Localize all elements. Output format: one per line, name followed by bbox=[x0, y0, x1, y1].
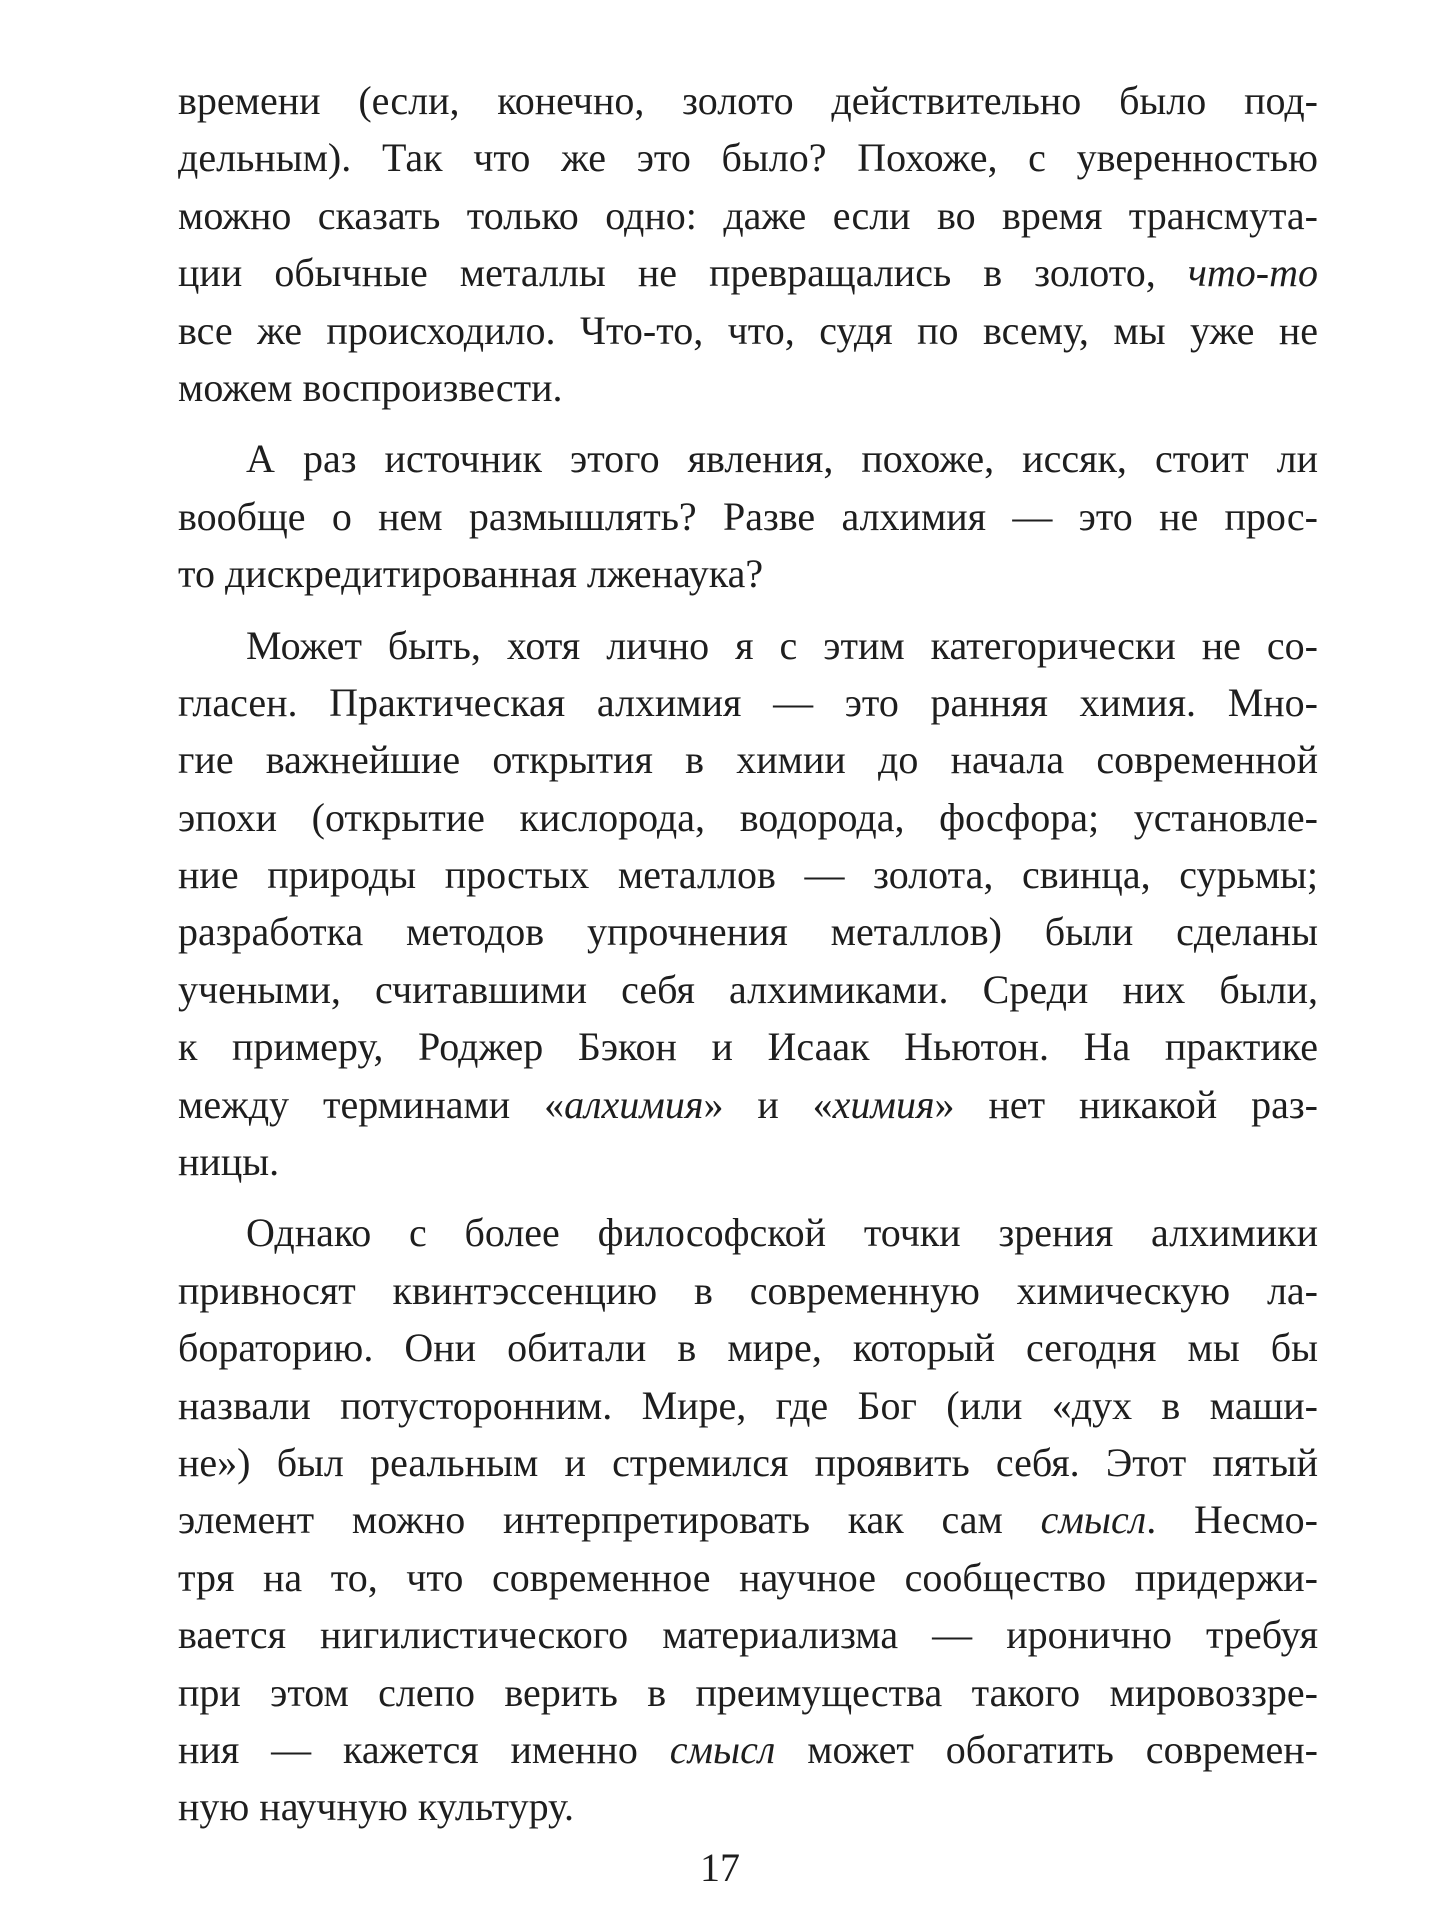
text-segment: » и « bbox=[703, 1081, 833, 1127]
text-line bbox=[178, 1262, 1318, 1319]
italic-text: смысл bbox=[669, 1726, 776, 1772]
text-line bbox=[178, 1549, 1318, 1606]
text-segment: эпохи (открытие кислорода, водорода, фосфора; установле- bbox=[178, 794, 1318, 840]
text-segment: времени (если, конечно, золото действительно было под- bbox=[178, 78, 1318, 123]
text-segment: Однако с более философской точки зрения алхимики bbox=[246, 1210, 1318, 1256]
paragraph bbox=[178, 1204, 1318, 1835]
text-line bbox=[178, 1319, 1318, 1376]
paragraph bbox=[178, 72, 1318, 416]
text-line bbox=[178, 1133, 1318, 1190]
text-segment: учеными, считавшими себя алхимиками. Среди них были, bbox=[178, 966, 1318, 1012]
paragraph-gap bbox=[178, 416, 1318, 430]
body-text bbox=[178, 72, 1318, 1836]
text-line bbox=[178, 545, 1318, 602]
text-segment: можем воспроизвести. bbox=[178, 364, 563, 410]
text-segment: ную научную культуру. bbox=[178, 1784, 575, 1830]
text-segment: тря на то, что современное научное сообщество придержи- bbox=[178, 1554, 1318, 1600]
text-segment: все же происходило. Что-то, что, судя по всему, мы уже не bbox=[178, 307, 1318, 353]
text-line bbox=[178, 1664, 1318, 1721]
text-line bbox=[178, 302, 1318, 359]
text-line bbox=[178, 72, 1318, 129]
text-line bbox=[178, 846, 1318, 903]
text-line bbox=[178, 1377, 1318, 1434]
text-segment: разработка методов упрочнения металлов) были сделаны bbox=[178, 909, 1318, 955]
text-segment: ния — кажется именно bbox=[178, 1726, 670, 1772]
text-segment: бораторию. Они обитали в мире, который сегодня мы бы bbox=[178, 1325, 1318, 1371]
text-segment: привносят квинтэссенцию в современную химическую ла- bbox=[178, 1267, 1318, 1313]
text-segment: можно сказать только одно: даже если во время трансмута- bbox=[178, 192, 1318, 238]
text-segment: дельным). Так что же это было? Похоже, с уверенностью bbox=[178, 135, 1318, 181]
text-segment: при этом слепо верить в преимущества такого мировоззре- bbox=[178, 1669, 1318, 1715]
text-line bbox=[178, 1721, 1318, 1778]
paragraph bbox=[178, 617, 1318, 1191]
text-segment: гласен. Практическая алхимия — это ранняя химия. Мно- bbox=[178, 679, 1318, 725]
text-segment: Может быть, хотя лично я с этим категорически не со- bbox=[246, 622, 1318, 668]
text-segment: ницы. bbox=[178, 1139, 280, 1185]
text-line bbox=[178, 1018, 1318, 1075]
text-segment: . Несмо- bbox=[1146, 1497, 1318, 1543]
text-segment: может обогатить современ- bbox=[775, 1726, 1318, 1772]
text-segment: назвали потусторонним. Мире, где Бог (или «дух в маши- bbox=[178, 1382, 1318, 1428]
text-line bbox=[178, 617, 1318, 674]
italic-text: смысл bbox=[1040, 1497, 1147, 1543]
text-line bbox=[178, 430, 1318, 487]
text-segment: вообще о нем размышлять? Разве алхимия — это не прос- bbox=[178, 493, 1318, 539]
text-line bbox=[178, 1491, 1318, 1548]
text-segment: элемент можно интерпретировать как сам bbox=[178, 1497, 1041, 1543]
paragraph-gap bbox=[178, 603, 1318, 617]
text-segment: гие важнейшие открытия в химии до начала современной bbox=[178, 737, 1318, 783]
text-line bbox=[178, 488, 1318, 545]
text-segment: не») был реальным и стремился проявить себя. Этот пятый bbox=[178, 1439, 1318, 1485]
paragraph-gap bbox=[178, 1190, 1318, 1204]
text-segment: к примеру, Роджер Бэкон и Исаак Ньютон. На практике bbox=[178, 1024, 1318, 1070]
text-line bbox=[178, 1434, 1318, 1491]
page-number: 17 bbox=[700, 1845, 740, 1890]
text-segment: А раз источник этого явления, похоже, иссяк, стоит ли bbox=[246, 436, 1318, 482]
text-line bbox=[178, 1076, 1318, 1133]
text-line bbox=[178, 187, 1318, 244]
text-line bbox=[178, 1204, 1318, 1261]
text-line bbox=[178, 961, 1318, 1018]
text-segment: между терминами « bbox=[178, 1081, 565, 1127]
text-line bbox=[178, 359, 1318, 416]
text-line bbox=[178, 903, 1318, 960]
italic-text: что-то bbox=[1187, 250, 1318, 296]
text-line bbox=[178, 244, 1318, 301]
italic-text: алхимия bbox=[564, 1081, 704, 1127]
text-line bbox=[178, 1606, 1318, 1663]
text-line bbox=[178, 731, 1318, 788]
text-line bbox=[178, 674, 1318, 731]
text-segment: ние природы простых металлов — золота, свинца, сурьмы; bbox=[178, 852, 1318, 898]
text-segment: то дискредитированная лженаука? bbox=[178, 551, 764, 597]
text-segment: вается нигилистического материализма — иронично требуя bbox=[178, 1612, 1318, 1658]
text-line bbox=[178, 789, 1318, 846]
text-segment: ции обычные металлы не превращались в золото, bbox=[178, 250, 1188, 296]
text-line bbox=[178, 129, 1318, 186]
text-line bbox=[178, 1778, 1318, 1835]
italic-text: химия bbox=[832, 1081, 935, 1127]
paragraph bbox=[178, 430, 1318, 602]
text-segment: » нет никакой раз- bbox=[934, 1081, 1319, 1127]
